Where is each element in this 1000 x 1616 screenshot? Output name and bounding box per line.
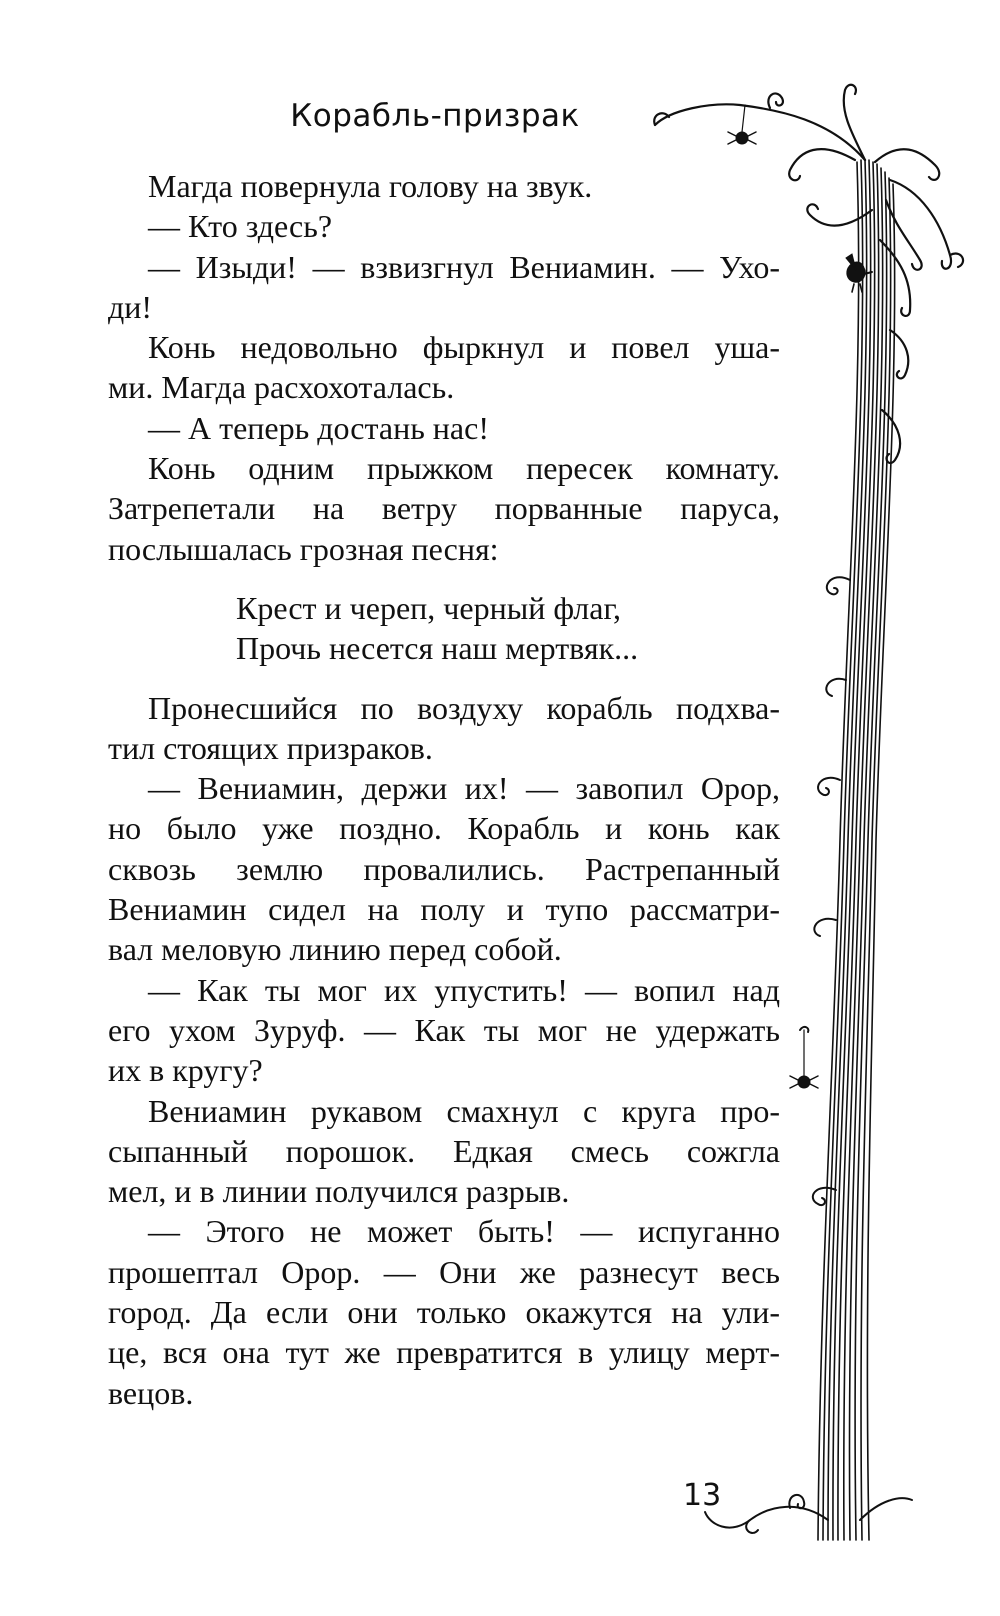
text-line: но было уже поздно. Корабль и конь как [108, 810, 780, 847]
text-line: — Этого не может быть! — испуганно [148, 1213, 780, 1250]
text-line: Конь недовольно фыркнул и повел уша- [148, 329, 780, 366]
text-line: Пронесшийся по воздуху корабль подхва- [148, 689, 780, 726]
text-line: город. Да если они только окажутся на ули- [108, 1294, 780, 1331]
spider-icon [790, 1027, 818, 1088]
text-line: сыпанный порошок. Едкая смесь сожгла [108, 1132, 780, 1169]
text-line: прошептал Орор. — Они же разнесут весь [108, 1253, 780, 1290]
text-line: Магда повернула голову на звук. [148, 168, 593, 204]
twisted-tree-icon [650, 80, 1000, 1616]
page-number: 13 [683, 1478, 722, 1513]
spider-icon [728, 105, 756, 144]
text-line: вецов. [108, 1374, 194, 1411]
text-line: мел, и в линии получился разрыв. [108, 1173, 570, 1210]
text-line: — Как ты мог их упустить! — вопил над [148, 971, 780, 1008]
text-line: — А теперь достань нас! [148, 409, 489, 446]
verse-line: Крест и череп, черный флаг, [236, 589, 621, 626]
text-line: — Изыди! — взвизгнул Вениамин. — Ухо- [148, 248, 780, 285]
running-head: Корабль-призрак [290, 98, 580, 134]
text-line: ми. Магда расхохоталась. [108, 369, 455, 406]
text-line: послышалась грозная песня: [108, 530, 499, 567]
verse-line: Прочь несется наш мертвяк... [236, 630, 639, 667]
text-line: — Вениамин, держи их! — завопил Орор, [148, 770, 780, 807]
text-line: це, вся она тут же превратится в улицу мерт- [108, 1334, 780, 1371]
text-line: ди! [108, 288, 153, 325]
text-line: Вениамин рукавом смахнул с круга про- [148, 1092, 780, 1129]
text-line: Конь одним прыжком пересек комнату. [148, 450, 780, 487]
text-line: их в кругу? [108, 1052, 263, 1089]
text-line: вал меловую линию перед собой. [108, 931, 562, 968]
text-line: — Кто здесь? [148, 208, 333, 245]
text-line: тил стоящих призраков. [108, 729, 433, 766]
text-line: его ухом Зуруф. — Как ты мог не удержать [108, 1011, 780, 1048]
text-line: Затрепетали на ветру порванные паруса, [108, 490, 780, 527]
text-line: сквозь землю провалились. Растрепанный [108, 850, 780, 887]
text-line: Вениамин сидел на полу и тупо рассматри- [108, 891, 780, 928]
